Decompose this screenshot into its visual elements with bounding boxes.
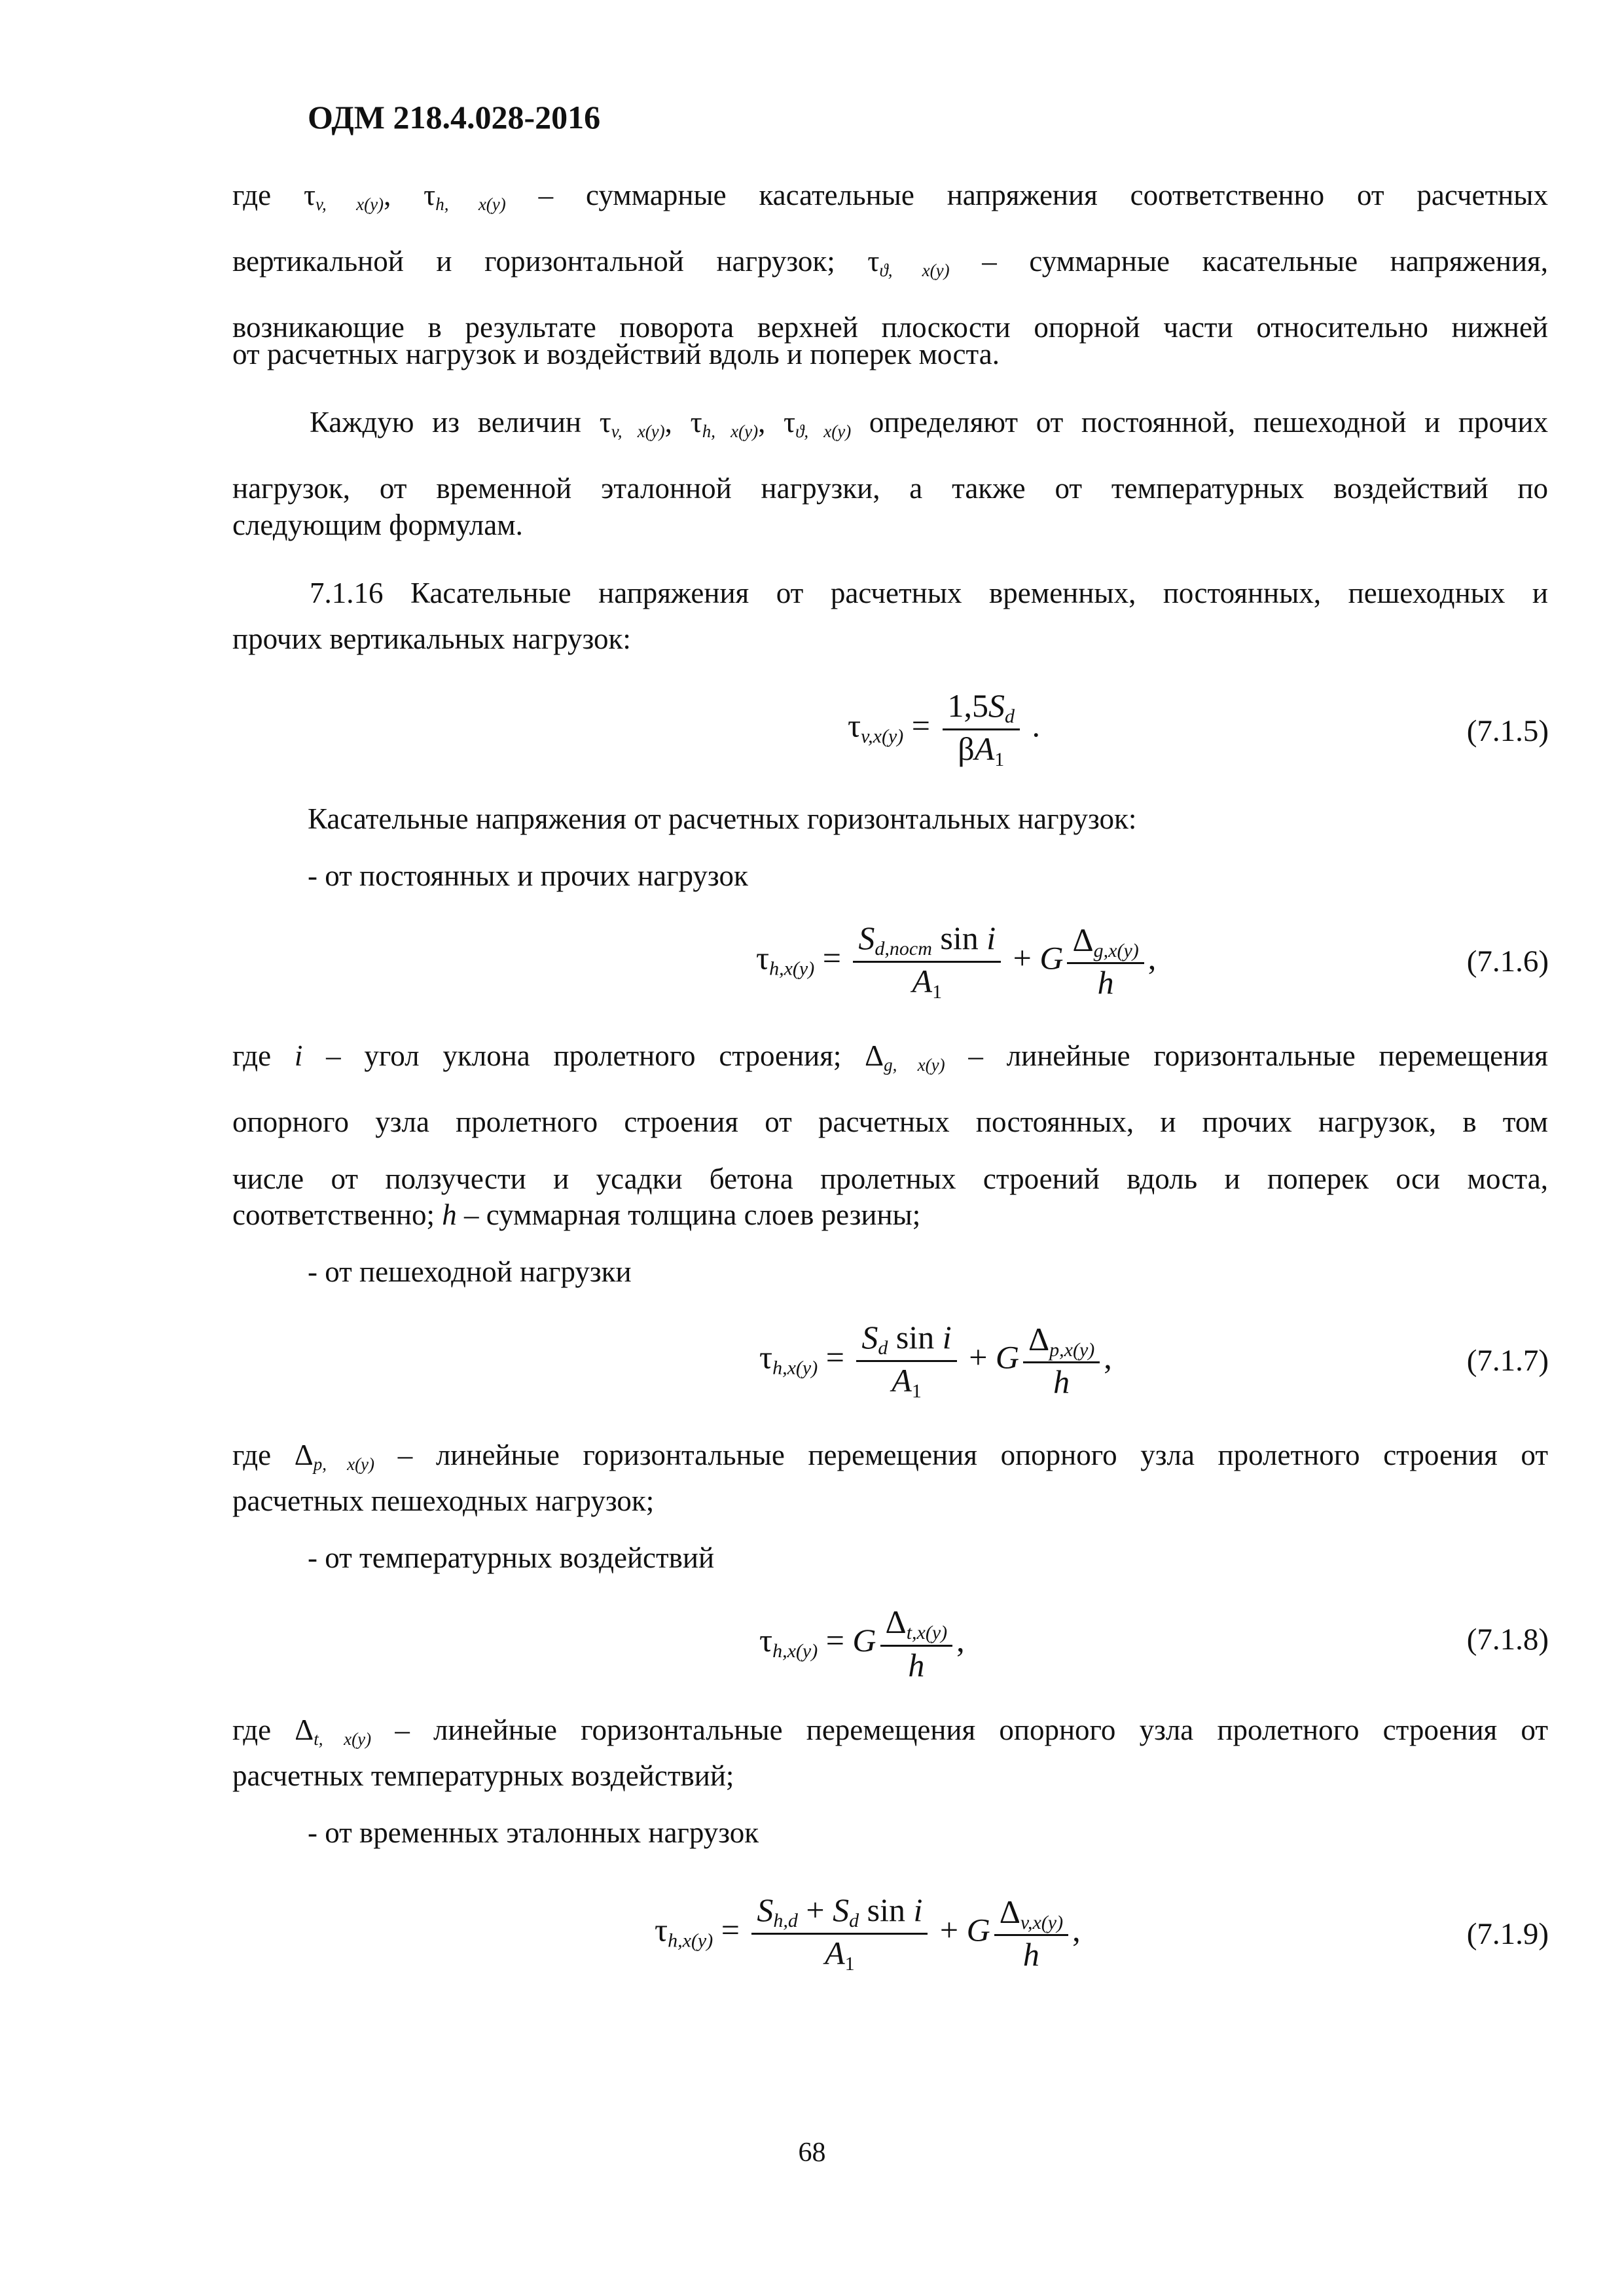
page-number: 68 bbox=[798, 2138, 826, 2168]
paragraph-line: расчетных пешеходных нагрузок; bbox=[232, 1484, 655, 1517]
equation-number: (7.1.6) bbox=[1466, 944, 1549, 978]
paragraph-values: Каждую из величин $\tau_{v, x(y)}$, $\tau_{h, x(y)}$, $\tau_{ϑ, x(y)}$ определяют от постоянной, пешеходной и прочих нагрузок, от временной эталонной нагрузки, а также от температурных воздействий по bbox=[232, 406, 1549, 505]
equation-7-1-5: $\tau_{v,x(y)}$ = $\frac{1,5S_d}{\beta A_1}$ . bbox=[848, 687, 1040, 770]
equation-7-1-7: $\tau_{h,x(y)}$ = $\frac{S_d \sin i}{A_1}$ + G $\frac{\Delta_{p,x(y)}}{h}$ , bbox=[759, 1319, 1112, 1402]
paragraph-line: расчетных температурных воздействий; bbox=[232, 1759, 734, 1792]
paragraph-delta-g-definition: где i – угол уклона пролетного строения; $\Delta_{g, x(y)}$ – линейные горизонтальные перемещения опорного узла пролетного строения от расчетных постоянных, и прочих нагрузок, в том числе от ползучести и усадки бетона пролетных строений вдоль и поперек оси моста, bbox=[232, 1039, 1548, 1196]
document-header: ОДМ 218.4.028-2016 bbox=[308, 99, 601, 135]
paragraph-line: Касательные напряжения от расчетных горизонтальных нагрузок: bbox=[308, 802, 1137, 835]
equation-7-1-9: $\tau_{h,x(y)}$ = $\frac{S_{h,d} + S_d \sin i}{A_1}$ + G $\frac{\Delta_{v,x(y)}}{h}$ , bbox=[655, 1892, 1081, 1975]
list-item: - от временных эталонных нагрузок bbox=[308, 1816, 759, 1849]
list-item: - от пешеходной нагрузки bbox=[308, 1255, 632, 1288]
paragraph-line: прочих вертикальных нагрузок: bbox=[232, 622, 631, 655]
paragraph-tau-definitions: где $\tau_{v, x(y)}$, $\tau_{h, x(y)}$ – суммарные касательные напряжения соответственно от расчетных вертикальной и горизонтальной нагрузок; $\tau_{ϑ, x(y)}$ – суммарные касательные напряжения, возникающие в результате поворота верхней плоскости опорной части относительно нижней bbox=[232, 179, 1548, 344]
section-7-1-16: 7.1.16 Касательные напряжения от расчетных временных, постоянных, пешеходных и bbox=[310, 577, 1548, 609]
equation-number: (7.1.9) bbox=[1466, 1917, 1549, 1951]
paragraph-line: соответственно; h – суммарная толщина слоев резины; bbox=[232, 1198, 921, 1231]
equation-number: (7.1.7) bbox=[1466, 1344, 1549, 1378]
paragraph-delta-p-definition: где $\Delta_{p, x(y)}$ – линейные горизонтальные перемещения опорного узла пролетного строения от bbox=[232, 1439, 1548, 1475]
equation-number: (7.1.5) bbox=[1466, 714, 1549, 748]
equation-7-1-8: $\tau_{h,x(y)} = G$ $\frac{\Delta_{t,x(y)}}{h}$ , bbox=[759, 1604, 965, 1683]
equation-7-1-6: $\tau_{h,x(y)}$ = $\frac{S_{d,пост} \sin i}{A_1}$ + G $\frac{\Delta_{g,x(y)}}{h}$ , bbox=[756, 920, 1157, 1003]
paragraph-delta-t-definition: где $\Delta_{t, x(y)}$ – линейные горизонтальные перемещения опорного узла пролетного строения от bbox=[232, 1713, 1548, 1749]
equation-number: (7.1.8) bbox=[1466, 1623, 1549, 1657]
list-item: - от постоянных и прочих нагрузок bbox=[308, 859, 748, 892]
paragraph-line: следующим формулам. bbox=[232, 509, 523, 541]
paragraph-line: от расчетных нагрузок и воздействий вдоль и поперек моста. bbox=[232, 338, 1000, 370]
list-item: - от температурных воздействий bbox=[308, 1541, 715, 1574]
